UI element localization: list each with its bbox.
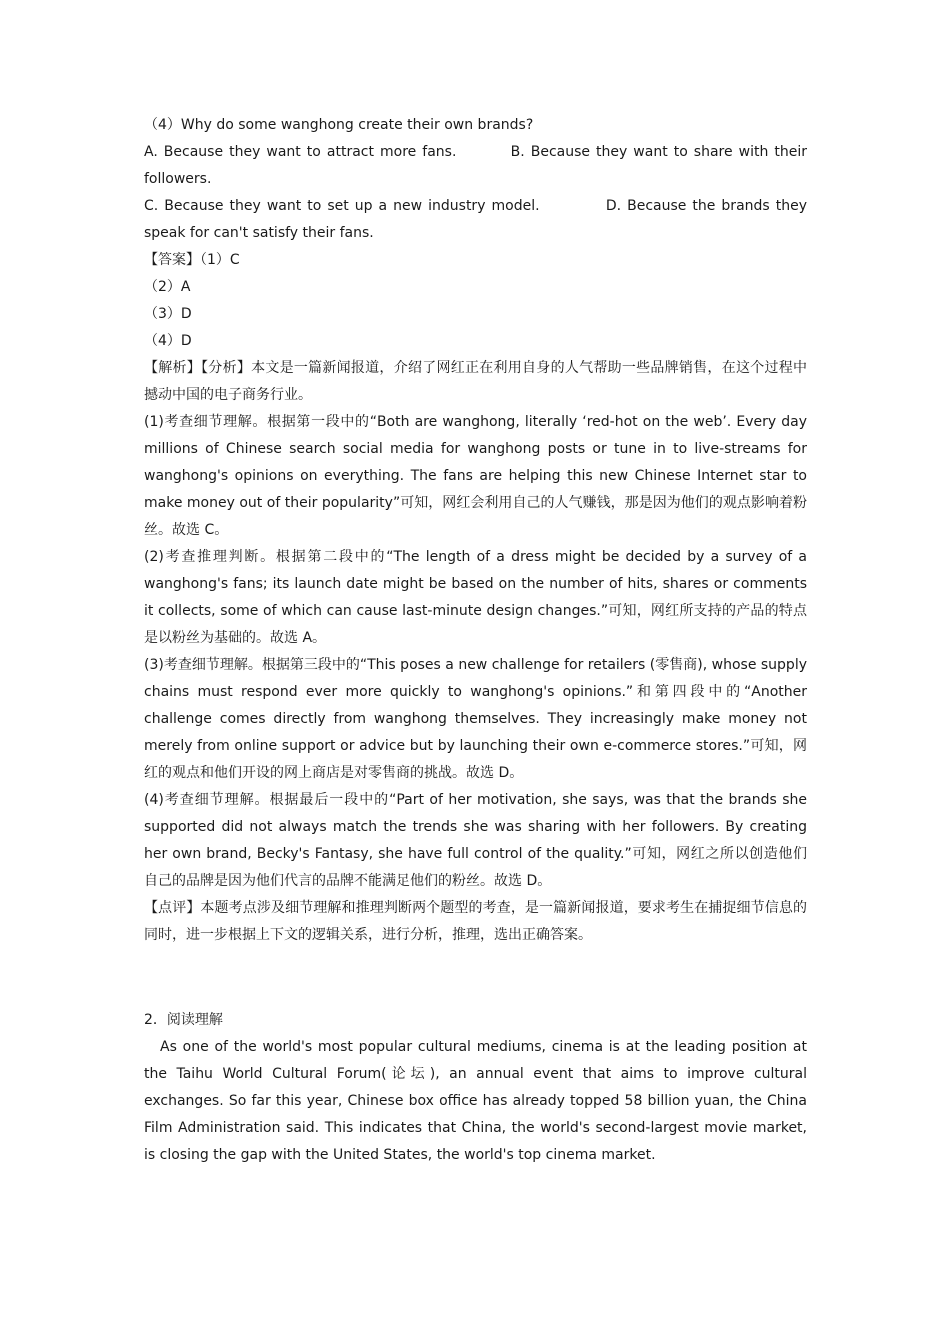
- document-page: [144, 112, 807, 1169]
- analysis-4: (4)考查细节理解。根据最后一段中的“Part of her motivation, she says, was that the brands she supported did not always match the trends she was sharing with her followers. By creating her own brand, Becky's Fantasy, she have full control of the quality.”可知，网红之所以创造他们自己的品牌是因为他们代言的品牌不能满足他们的粉丝。故选 D。: [144, 792, 807, 889]
- option-d: D. Because the brands they speak for can't satisfy their fans.: [144, 198, 807, 241]
- analysis-1: (1)考查细节理解。根据第一段中的“Both are wanghong, literally ‘red-hot on the web’. Every day millions of Chinese search social media for wanghong posts or tune in to live-streams for wanghong's opinions on everything. The fans are helping this new Chinese Internet star to make money out of their popularity”可知，网红会利用自己的人气赚钱，那是因为他们的观点影响着粉丝。故选 C。: [144, 414, 807, 538]
- answer-1: 【答案】（1）C: [144, 252, 240, 268]
- option-c: C. Because they want to set up a new industry model.: [144, 198, 540, 214]
- section-2-passage: As one of the world's most popular cultural mediums, cinema is at the leading position at the Taihu World Cultural Forum(论坛), an annual event that aims to improve cultural exchanges. So far this year, Chinese box office has already topped 58 billion yuan, the China Film Administration said. This indicates that China, the world's second-largest movie market, is closing the gap with the United States, the world's top cinema market.: [144, 1039, 807, 1163]
- answer-2: （2）A: [144, 279, 191, 295]
- analysis-2: (2)考查推理判断。根据第二段中的“The length of a dress might be decided by a survey of a wanghong's fans; its launch date might be based on the number of hits, shares or comments it collects, some of which can cause last-minute design changes.”可知，网红所支持的产品的特点是以粉丝为基础的。故选 A。: [144, 549, 807, 646]
- option-a-b-line: [144, 139, 807, 193]
- option-b: B. Because they want to share with their followers.: [144, 144, 807, 187]
- option-c-d-line: [144, 193, 807, 247]
- answer-3: （3）D: [144, 306, 192, 322]
- analysis-intro: 【解析】【分析】本文是一篇新闻报道，介绍了网红正在利用自身的人气帮助一些品牌销售，在这个过程中撼动中国的电子商务行业。: [144, 360, 807, 403]
- answer-4: （4）D: [144, 333, 192, 349]
- analysis-comment: 【点评】本题考点涉及细节理解和推理判断两个题型的考查，是一篇新闻报道，要求考生在捕捉细节信息的同时，进一步根据上下文的逻辑关系，进行分析，推理，选出正确答案。: [144, 900, 807, 943]
- analysis-3: (3)考查细节理解。根据第三段中的“This poses a new challenge for retailers (零售商), whose supply chains must respond ever more quickly to wanghong's opinions.”和第四段中的“Another challenge comes directly from wanghong themselves. They increasingly make money not merely from online support or advice but by launching their own e-commerce stores.”可知，网红的观点和他们开设的网上商店是对零售商的挑战。故选 D。: [144, 657, 807, 781]
- option-a: A. Because they want to attract more fans.: [144, 144, 457, 160]
- question-4: （4）Why do some wanghong create their own brands?: [144, 117, 534, 133]
- section-2-heading: 2．阅读理解: [144, 1012, 223, 1028]
